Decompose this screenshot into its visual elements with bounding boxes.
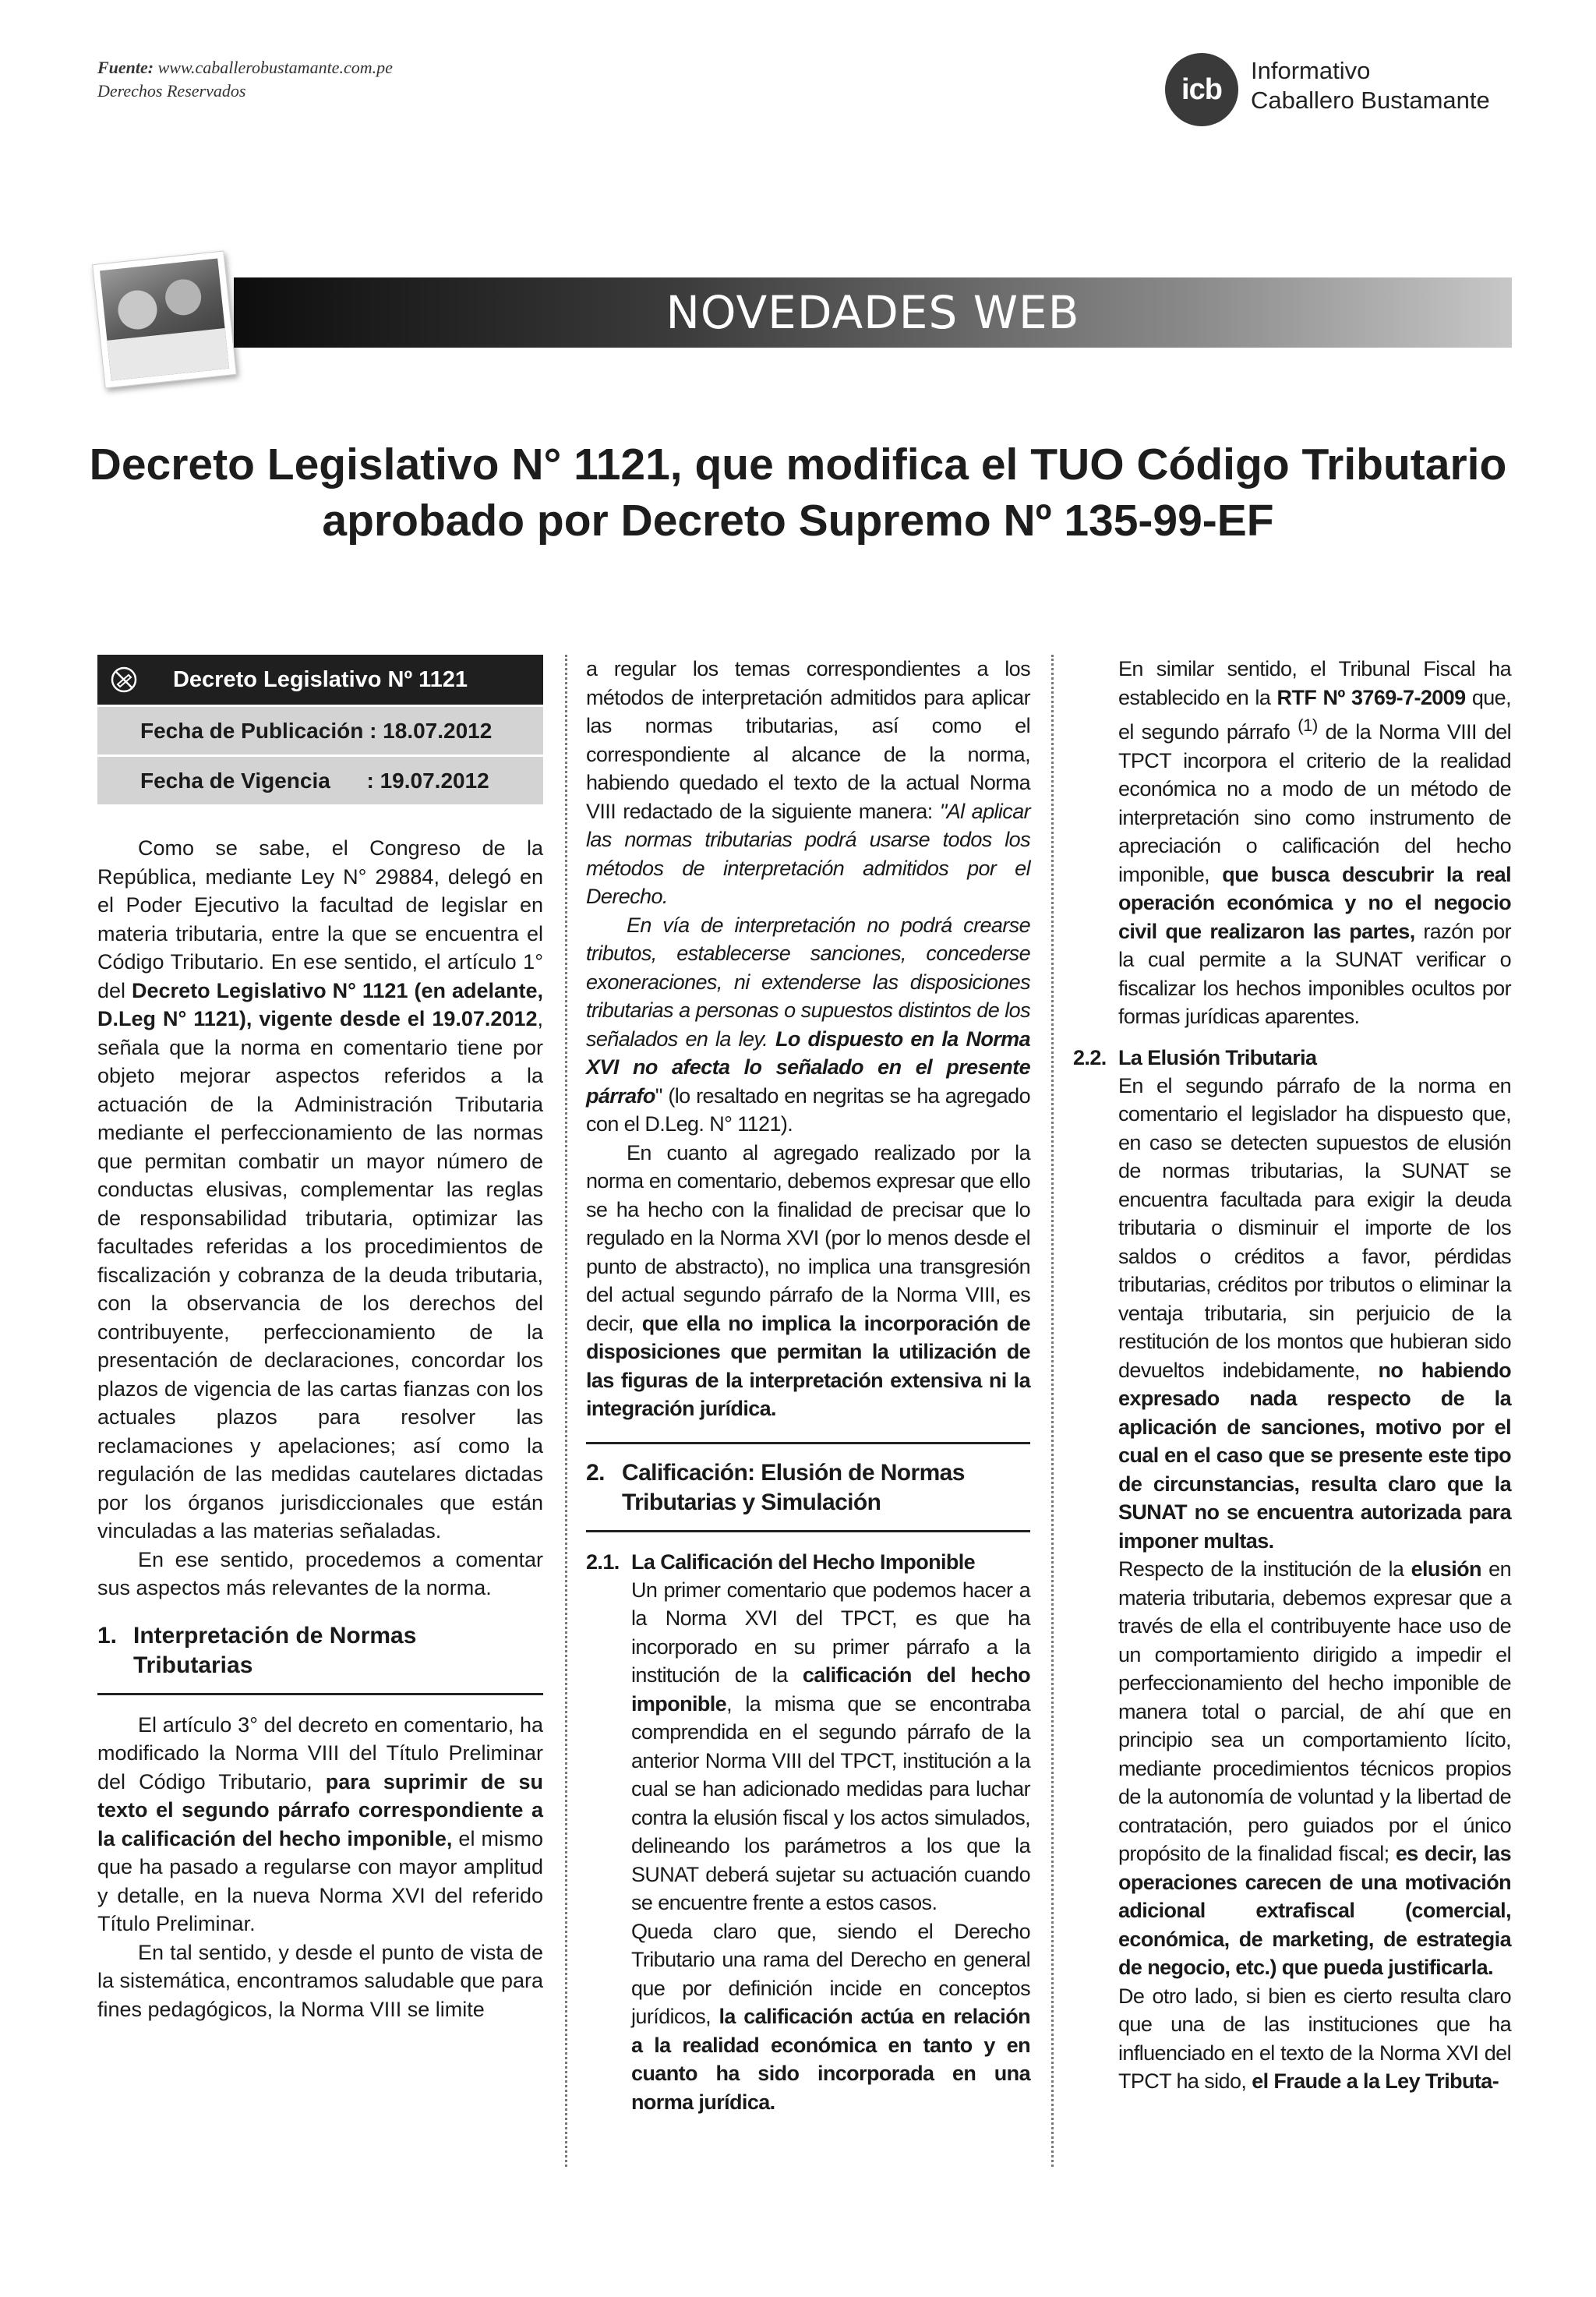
source-url[interactable]: www.caballerobustamante.com.pe: [157, 58, 393, 77]
info-box-heading: Decreto Legislativo Nº 1121: [172, 667, 468, 692]
info-box-header: [97, 655, 543, 705]
brand-line-1: Informativo: [1251, 57, 1371, 84]
brand-name: [1251, 56, 1490, 115]
footnote-marker: (1): [1298, 716, 1318, 735]
article-title: [62, 436, 1534, 549]
paragraph: En ese sentido, procedemos a comentar sus aspectos más relevantes de la norma.: [97, 1547, 543, 1599]
column-2: [586, 655, 1030, 2116]
subsection-heading-2-2: 2.2. La Elusión Tributaria: [1073, 1045, 1317, 1069]
paragraph: En similar sentido, el Tribunal Fiscal ha establecido en la RTF Nº 3769-7-2009 que, el segundo párrafo $^{(1)}$ de la Norma VIII del TPCT incorpora el criterio de la realidad económica no a modo de un método de interpretación sino como instrumento de apreciación o calificación del hecho imponible, que busca descubrir la real operación económica y no el negocio civil que realizaron las partes, razón por la cual permite a la SUNAT verificar o fiscalizar los hechos imponibles ocultos por formas jurídicas aparentes.: [1118, 657, 1512, 1028]
subsection-heading-2-1: 2.1. La Calificación del Hecho Imponible: [586, 1550, 976, 1574]
paragraph: En cuanto al agregado realizado por la norma en comentario, debemos expresar que ello se ha hecho con la finalidad de precisar que lo regulado en la Norma XVI (por lo menos desde el punto de abstracto), no implica una transgresión del actual segundo párrafo de la Norma VIII, es decir, que ella no implica la incorporación de disposiciones que permitan la utilización de las figuras de la interpretación extensiva ni la integración jurídica.: [586, 1140, 1030, 1420]
column-1: [97, 655, 543, 2023]
column-separator-1: [565, 655, 567, 2167]
paragraph: De otro lado, si bien es cierto resulta claro que una de las instituciones que ha influenciado en el texto de la Norma XVI del TPCT ha sido, el Fraude a la Ley Tributa-: [1118, 1984, 1511, 2093]
column-3: [1073, 655, 1511, 2096]
title-line-2: aprobado por Decreto Supremo Nº 135-99-EF: [322, 496, 1274, 546]
brand-line-2: Caballero Bustamante: [1251, 87, 1490, 114]
source-credit: [97, 56, 393, 103]
paragraph: En el segundo párrafo de la norma en comentario el legislador ha dispuesto que, en caso se detecten supuestos de elusión de normas tributarias, la SUNAT se encuentra facultada para exigir la deuda tributaria o disminuir el importe de los saldos o créditos a favor, pérdidas tributarias, créditos por tributos o eliminar la ventaja tributaria, sin perjuicio de la restitución de los montos que hubieran sido devueltos indebidamente, no habiendo expresado nada respecto de la aplicación de sanciones, motivo por el cual en el caso que se presente este tipo de circunstancias, resulta claro que la SUNAT no se encuentra autorizada para imponer multas.: [1118, 1073, 1511, 1553]
section-photo: [92, 251, 237, 389]
section-heading-1: 1. Interpretación de Normas Tributarias: [97, 1621, 543, 1695]
paragraph: Queda claro que, siendo el Derecho Tributario una rama del Derecho en general que por definición incide en conceptos jurídicos, la calificación actúa en relación a la realidad económica en tanto y en cuanto ha sido incorporada en una norma jurídica.: [631, 1919, 1030, 2114]
title-line-1: Decreto Legislativo N° 1121, que modifica el TUO Código Tributario: [89, 440, 1507, 489]
paragraph: El artículo 3° del decreto en comentario, ha modificado la Norma VIII del Título Preliminar del Código Tributario, para suprimir de su texto el segundo párrafo correspondiente a la calificación del hecho imponible, el mismo que ha pasado a regularse con mayor amplitud y detalle, en la nueva Norma XVI del referido Título Preliminar.: [97, 1712, 543, 1935]
effective-date-row: Fecha de Vigencia : 19.07.2012: [97, 754, 543, 804]
paragraph: a regular los temas correspondientes a los métodos de interpretación admitidos para aplicar las normas tributarias, así como el correspondiente al alcance de la norma, habiendo quedado el texto de la actual Norma VIII redactado de la siguiente manera: "Al aplicar las normas tributarias podrá usarse todos los métodos de interpretación admitidos por el Derecho.: [586, 657, 1031, 908]
banner-label: NOVEDADES WEB: [666, 286, 1080, 339]
paragraph: Respecto de la institución de la elusión en materia tributaria, debemos expresar que a través de ella el contribuyente hace uso de un comportamiento dirigido a impedir el perfeccionamiento del hecho imponible de manera total o parcial, de ahí que en principio sea un comportamiento lícito, mediante procedimientos técnicos propios de la autonomía de voluntad y la libertad de contratación, pero guiados por el único propósito de la finalidad fiscal; es decir, las operaciones carecen de una motivación adicional extrafiscal (comercial, económica, de marketing, de estrategia de negocio, etc.) que pueda justificarla.: [1118, 1557, 1511, 1979]
publication-date-row: Fecha de Publicación : 18.07.2012: [97, 705, 543, 754]
rights-notice: Derechos Reservados: [97, 81, 246, 101]
icb-logo: icb: [1165, 53, 1238, 126]
paragraph: Un primer comentario que podemos hacer a la Norma XVI del TPCT, es que ha incorporado en su primer párrafo a la institución de la calificación del hecho imponible, la misma que se encontraba comprendida en el segundo párrafo de la anterior Norma VIII del TPCT, institución a la cual se han adicionado medidas para luchar contra la elusión fiscal y los actos simulados, delineando los parámetros a los que la SUNAT deberá sujetar su actuación cuando se encuentre frente a estos casos.: [631, 1578, 1030, 1914]
paragraph: Como se sabe, el Congreso de la República, mediante Ley N° 29884, delegó en el Poder Ejecutivo la facultad de legislar en materia tributaria, entre la que se encuentra el Código Tributario. En ese sentido, el artículo 1° del Decreto Legislativo N° 1121 (en adelante, D.Leg N° 1121), vigente desde el 19.07.2012, señala que la norma en comentario tiene por objeto mejorar aspectos referidos a la actuación de la Administración Tributaria mediante el perfeccionamiento de las normas que permitan combatir un mayor número de conductas elusivas, complementar las reglas de responsabilidad tributaria, optimizar las facultades referidas a los procedimientos de fiscalización y cobranza de la deuda tributaria, con la observancia de los derechos del contribuyente, perfeccionamiento de la presentación de declaraciones, concordar los plazos de vigencia de las cartas fianzas con los actuales plazos para resolver las reclamaciones y apelaciones; así como la regulación de las medidas cautelares dictadas por los órganos jurisdiccionales que están vinculadas a las materias señaladas.: [97, 836, 543, 1543]
source-label: Fuente:: [97, 58, 154, 77]
decree-info-box: [97, 655, 543, 804]
brand-block: [1165, 48, 1508, 126]
column-separator-2: [1051, 655, 1054, 2167]
paragraph: En tal sentido, y desde el punto de vista de la sistemática, encontramos saludable que para fines pedagógicos, la Norma VIII se limite: [97, 1940, 543, 2021]
paragraph: En vía de interpretación no podrá crearse tributos, establecerse sanciones, concederse exoneraciones, ni extenderse las disposiciones tributarias a personas o supuestos distintos de los señalados en la ley. Lo dispuesto en la Norma XVI no afecta lo señalado en el presente párrafo" (lo resaltado en negritas se ha agregado con el D.Leg. N° 1121).: [586, 913, 1030, 1136]
section-banner: [234, 277, 1512, 348]
section-heading-2: 2. Calificación: Elusión de Normas Tributarias y Simulación: [586, 1442, 1030, 1532]
